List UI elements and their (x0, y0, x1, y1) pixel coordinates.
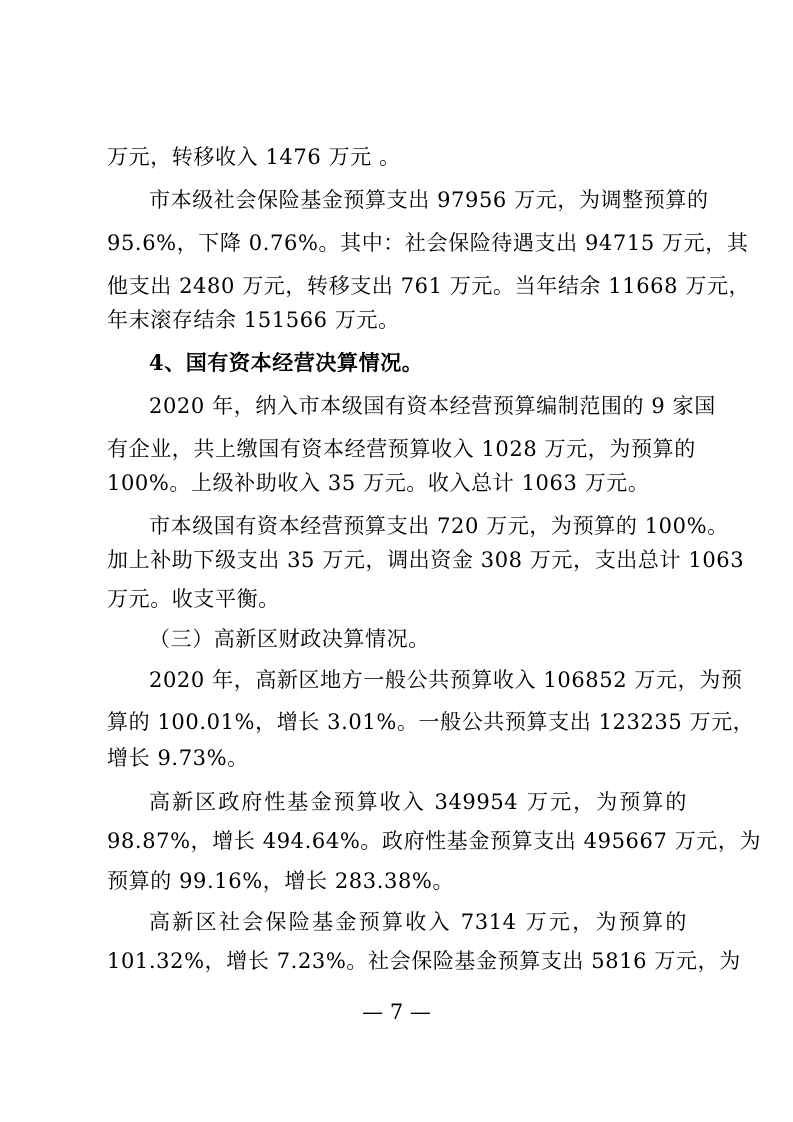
subsection-heading: （三）高新区财政决算情况。 (149, 627, 430, 651)
text-line: 预算的 99.16%，增长 283.38%。 (107, 869, 455, 893)
text-line: 市本级社会保险基金预算支出 97956 万元，为调整预算的 (149, 188, 709, 212)
section-heading: 4、国有资本经营决算情况。 (149, 350, 424, 375)
text-line: 市本级国有资本经营预算支出 720 万元，为预算的 100%。 (149, 514, 729, 538)
page-number: — 7 — (362, 1000, 431, 1024)
text-line: 100%。上级补助收入 35 万元。收入总计 1063 万元。 (107, 471, 650, 495)
text-line: 算的 100.01%，增长 3.01%。一般公共预算支出 123235 万元， (107, 710, 755, 734)
text-line: 2020 年，纳入市本级国有资本经营预算编制范围的 9 家国 (149, 394, 716, 418)
text-line: 万元。收支平衡。 (107, 587, 280, 611)
text-line: 98.87%，增长 494.64%。政府性基金预算支出 495667 万元，为 (107, 829, 762, 853)
text-line: 101.32%，增长 7.23%。社会保险基金预算支出 5816 万元，为 (107, 949, 741, 973)
text-line: 加上补助下级支出 35 万元，调出资金 308 万元，支出总计 1063 (107, 548, 745, 572)
text-line: 高新区社会保险基金预算收入 7314 万元，为预算的 (149, 910, 687, 934)
text-line: 他支出 2480 万元，转移支出 761 万元。当年结余 11668 万元， (107, 274, 751, 298)
text-line: 2020 年，高新区地方一般公共预算收入 106852 万元，为预 (149, 668, 743, 692)
text-line: 高新区政府性基金预算收入 349954 万元，为预算的 (149, 790, 687, 814)
text-line: 年末滚存结余 151566 万元。 (107, 308, 400, 332)
text-line: 有企业，共上缴国有资本经营预算收入 1028 万元，为预算的 (107, 437, 696, 461)
text-line: 95.6%，下降 0.76%。其中：社会保险待遇支出 94715 万元，其 (107, 231, 749, 255)
text-line: 增长 9.73%。 (107, 746, 249, 770)
text-line: 万元，转移收入 1476 万元 。 (107, 145, 401, 169)
